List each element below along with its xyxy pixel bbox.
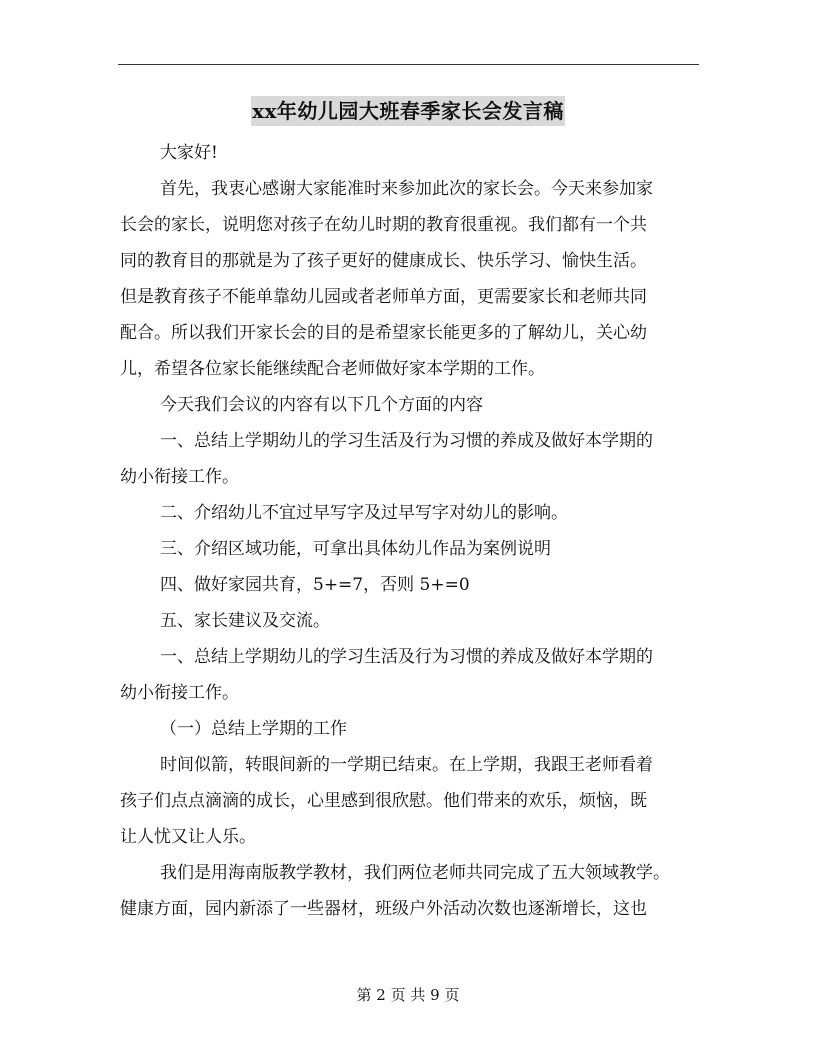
agenda-item-2 — [120, 495, 700, 531]
page-number: 第 2 页 共 9 页 — [356, 986, 460, 1004]
paragraph-line: 幼小衔接工作。 — [120, 467, 239, 487]
paragraph-curriculum — [120, 855, 700, 927]
paragraph-line: 同的教育目的那就是为了孩子更好的健康成长、快乐学习、愉快生活。 — [120, 251, 647, 271]
paragraph-line: 长会的家长，说明您对孩子在幼儿时期的教育很重视。我们都有一个共 — [120, 215, 647, 235]
paragraph-line: 三、介绍区域功能，可拿出具体幼儿作品为案例说明 — [160, 539, 551, 559]
paragraph-line: 让人忧又让人乐。 — [120, 827, 256, 847]
paragraph-line: 二、介绍幼儿不宜过早写字及过早写字对幼儿的影响。 — [160, 503, 568, 523]
paragraph-line: 首先，我衷心感谢大家能准时来参加此次的家长会。今天来参加家 — [160, 179, 653, 199]
paragraph-line: 一、总结上学期幼儿的学习生活及行为习惯的养成及做好本学期的 — [160, 647, 653, 667]
paragraph-intro — [120, 171, 700, 387]
paragraph-line: 但是教育孩子不能单靠幼儿园或者老师单方面，更需要家长和老师共同 — [120, 287, 647, 307]
agenda-item-3 — [120, 531, 700, 567]
paragraph-line: 大家好! — [160, 143, 218, 163]
document-body — [120, 135, 700, 927]
paragraph-line: 一、总结上学期幼儿的学习生活及行为习惯的养成及做好本学期的 — [160, 431, 653, 451]
agenda-item-1 — [120, 423, 700, 495]
paragraph-line: 时间似箭，转眼间新的一学期已结束。在上学期，我跟王老师看着 — [160, 755, 653, 775]
paragraph-line: 健康方面，园内新添了一些器材，班级户外活动次数也逐渐增长，这也 — [120, 899, 647, 919]
paragraph-line: 配合。所以我们开家长会的目的是希望家长能更多的了解幼儿，关心幼 — [120, 323, 647, 343]
paragraph-agenda-intro — [120, 387, 700, 423]
subsection-heading — [120, 711, 700, 747]
paragraph-line: 孩子们点点滴滴的成长，心里感到很欣慰。他们带来的欢乐，烦恼，既 — [120, 791, 647, 811]
paragraph-line: 五、家长建议及交流。 — [160, 611, 330, 631]
paragraph-line: 儿，希望各位家长能继续配合老师做好家本学期的工作。 — [120, 359, 545, 379]
document-title: xx年幼儿园大班春季家长会发言稿 — [251, 96, 565, 126]
agenda-item-4 — [120, 567, 700, 603]
paragraph-line: 我们是用海南版教学教材，我们两位老师共同完成了五大领域教学。 — [160, 863, 670, 883]
section-heading-1 — [120, 639, 700, 711]
paragraph-line: 四、做好家园共育，5+=7，否则 5+=0 — [160, 575, 470, 595]
paragraph-line: （一）总结上学期的工作 — [160, 719, 347, 739]
agenda-item-5 — [120, 603, 700, 639]
header-rule — [118, 64, 699, 65]
paragraph-review — [120, 747, 700, 855]
paragraph-line: 今天我们会议的内容有以下几个方面的内容 — [160, 395, 483, 415]
title-container — [0, 96, 816, 126]
paragraph-greeting — [120, 135, 700, 171]
paragraph-line: 幼小衔接工作。 — [120, 683, 239, 703]
page-footer — [0, 985, 816, 1005]
